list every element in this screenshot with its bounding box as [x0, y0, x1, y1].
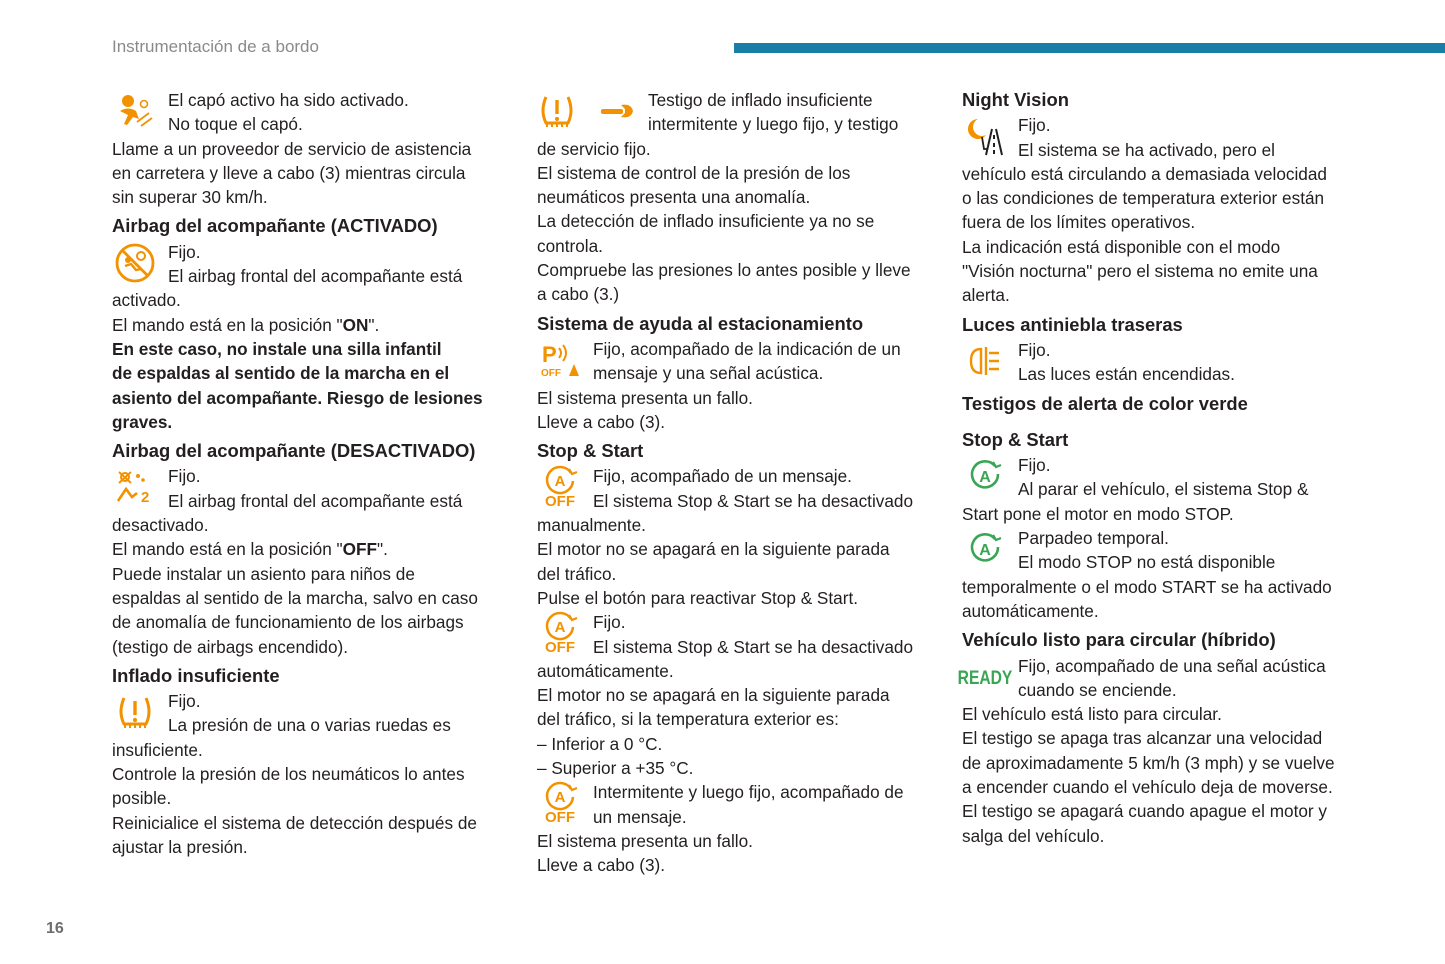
text-line: vehículo está circulando a demasiada velocidad: [962, 163, 1327, 184]
svg-text:A: A: [979, 469, 991, 487]
text-line: El motor no se apagará en la siguiente parada: [537, 685, 890, 706]
svg-text:P: P: [542, 341, 557, 367]
column-3: [957, 88, 1362, 848]
text-line: Fijo.: [593, 612, 626, 633]
text-line: manualmente.: [537, 515, 646, 536]
text-line: La indicación está disponible con el modo: [962, 236, 1281, 257]
stop-start-manual-off: [537, 464, 937, 513]
text-line: Fijo.: [1018, 455, 1051, 476]
text-fragment: El mando está en la posición ": [112, 314, 343, 335]
text-line: Fijo.: [1018, 115, 1051, 136]
svg-text:OFF: OFF: [541, 367, 561, 379]
page-number: 16: [46, 920, 64, 937]
tpms-service-icons: [537, 89, 637, 133]
text-line: o las condiciones de temperatura exterior están: [962, 188, 1325, 209]
text-line: El vehículo está listo para circular.: [962, 704, 1222, 725]
tyre-pressure-icon: [543, 97, 571, 127]
text-line: mensaje y una señal acústica.: [593, 363, 824, 384]
text-line: posible.: [112, 788, 172, 809]
text-line: salga del vehículo.: [962, 825, 1105, 846]
night-vision-icon: [962, 114, 1008, 158]
stop-start-auto-off: [537, 610, 937, 659]
airbag-activated-icon: [112, 241, 158, 285]
ready-heading: Vehículo listo para circular (híbrido): [962, 629, 1276, 651]
stop-start-blinking: [962, 526, 1362, 575]
warning-text: de espaldas al sentido de la marcha en el: [112, 363, 450, 384]
text-line: un mensaje.: [593, 806, 687, 827]
airbag-off-warning: [112, 464, 512, 513]
text-line: El airbag frontal del acompañante está: [168, 266, 463, 287]
svg-text:2: 2: [141, 489, 150, 507]
section-header: Instrumentación de a bordo: [112, 37, 319, 56]
text-line: desactivado.: [112, 515, 209, 536]
text-line: El capó activo ha sido activado.: [168, 90, 409, 110]
svg-text:READY: READY: [957, 665, 1013, 688]
text-line: Fijo.: [168, 241, 201, 262]
list-item: – Inferior a 0 °C.: [537, 733, 663, 754]
text-line: Fijo, acompañado de un mensaje.: [593, 466, 852, 487]
text-line: de servicio fijo.: [537, 138, 651, 159]
text-line: Fijo, acompañado de la indicación de un: [593, 338, 901, 359]
text-line: Reinicialice el sistema de detección después de: [112, 812, 477, 833]
tpms-fault-warning: [537, 88, 937, 137]
text-line: Llame a un proveedor de servicio de asistencia: [112, 138, 472, 159]
text-line: El sistema Stop & Start se ha desactivado: [593, 490, 914, 511]
svg-text:OFF: OFF: [545, 493, 575, 511]
text-line: Controle la presión de los neumáticos lo antes: [112, 764, 465, 785]
tyre-pressure-icon: [112, 690, 158, 734]
text-line: El motor no se apagará en la siguiente parada: [537, 539, 890, 560]
airbag-on-heading: Airbag del acompañante (ACTIVADO): [112, 215, 438, 237]
text-line: El sistema se ha activado, pero el: [1018, 139, 1275, 160]
active-hood-warning: [112, 88, 512, 137]
stop-start-active-icon: [962, 527, 1008, 571]
text-line: en carretera y lleve a cabo (3) mientras circula: [112, 162, 466, 183]
svg-text:OFF: OFF: [545, 809, 575, 827]
position-value: ON: [342, 314, 369, 335]
night-vision-heading: Night Vision: [962, 89, 1069, 110]
text-line: Parpadeo temporal.: [1018, 528, 1169, 549]
rear-fog-light-icon: [962, 339, 1008, 383]
airbag-on-position: [112, 313, 512, 337]
text-line: controla.: [537, 235, 603, 256]
text-line: Las luces están encendidas.: [1018, 364, 1235, 385]
active-hood-pedestrian-icon: [112, 89, 158, 133]
stop-start-off-icon: [537, 611, 583, 655]
stop-start-heading: Stop & Start: [537, 440, 644, 462]
text-line: "Visión nocturna" pero el sistema no emite una: [962, 261, 1318, 282]
text-line: Fijo.: [168, 691, 201, 712]
text-line: El sistema presenta un fallo.: [537, 830, 753, 851]
text-line: Intermitente y luego fijo, acompañado de: [593, 782, 904, 803]
text-line: automáticamente.: [962, 600, 1099, 621]
position-value: OFF: [342, 539, 378, 560]
column-2: [537, 88, 937, 878]
night-vision-warning: [962, 113, 1362, 162]
warning-text: asiento del acompañante. Riesgo de lesiones: [112, 387, 483, 408]
svg-text:A: A: [979, 542, 991, 560]
text-line: El airbag frontal del acompañante está: [168, 490, 463, 511]
stop-start-active-icon: [962, 454, 1008, 498]
wrench-icon: [601, 105, 633, 118]
text-line: espaldas al sentido de la marcha, salvo en caso: [112, 587, 478, 608]
text-line: Testigo de inflado insuficiente: [648, 90, 873, 110]
rear-fog-heading: Luces antiniebla traseras: [962, 313, 1183, 335]
text-line: de anomalía de funcionamiento de los airbags: [112, 612, 464, 633]
text-line: No toque el capó.: [168, 114, 303, 135]
parking-assist-warning: [537, 337, 937, 386]
text-fragment: ".: [368, 314, 380, 335]
text-line: Puede instalar un asiento para niños de: [112, 563, 415, 584]
airbag-off-heading: Airbag del acompañante (DESACTIVADO): [112, 440, 476, 462]
text-line: Start pone el motor en modo STOP.: [962, 503, 1234, 524]
header-accent-bar: [734, 43, 1445, 53]
text-line: a encender cuando el vehículo deja de moverse.: [962, 777, 1333, 798]
stop-start-active: [962, 453, 1362, 502]
svg-text:A: A: [554, 619, 566, 637]
stop-start-off-icon: [537, 781, 583, 825]
airbag-on-warning: [112, 240, 512, 289]
text-line: automáticamente.: [537, 660, 674, 681]
text-line: Al parar el vehículo, el sistema Stop &: [1018, 479, 1309, 500]
text-line: activado.: [112, 290, 181, 311]
text-line: El testigo se apaga tras alcanzar una velocidad: [962, 728, 1323, 749]
text-line: Lleve a cabo (3).: [537, 411, 666, 432]
text-line: de aproximadamente 5 km/h (3 mph) y se vuelve: [962, 752, 1335, 773]
text-line: insuficiente.: [112, 739, 203, 760]
warning-text: En este caso, no instale una silla infantil: [112, 338, 442, 359]
text-line: Fijo, acompañado de una señal acústica: [1018, 655, 1326, 676]
text-line: Fijo.: [168, 466, 201, 487]
text-line: (testigo de airbags encendido).: [112, 636, 349, 657]
text-line: del tráfico, si la temperatura exterior es:: [537, 709, 839, 730]
text-line: ajustar la presión.: [112, 836, 248, 857]
text-line: del tráfico.: [537, 563, 617, 584]
list-item: – Superior a +35 °C.: [537, 758, 694, 779]
text-fragment: El mando está en la posición ": [112, 539, 343, 560]
text-line: El testigo se apagará cuando apague el motor y: [962, 801, 1327, 822]
svg-text:OFF: OFF: [545, 639, 575, 657]
ready-indicator: [957, 654, 1362, 703]
text-line: Lleve a cabo (3).: [537, 855, 666, 876]
text-line: intermitente y luego fijo, y testigo: [648, 114, 899, 135]
ready-icon: [957, 655, 1013, 699]
parking-sensor-off-icon: [537, 338, 583, 382]
airbag-deactivated-icon: [112, 465, 158, 509]
text-line: La presión de una o varias ruedas es: [168, 715, 451, 736]
svg-text:A: A: [554, 789, 566, 807]
column-1: [112, 88, 512, 859]
stop-start-off-icon: [537, 465, 583, 509]
text-line: La detección de inflado insuficiente ya no se: [537, 211, 875, 232]
text-line: El modo STOP no está disponible: [1018, 552, 1276, 573]
text-line: fuera de los límites operativos.: [962, 212, 1196, 233]
green-warnings-heading: Testigos de alerta de color verde: [962, 392, 1248, 414]
text-line: neumáticos presenta una anomalía.: [537, 187, 811, 208]
text-line: Fijo.: [1018, 339, 1051, 360]
text-line: El sistema de control de la presión de los: [537, 162, 851, 183]
text-line: temporalmente o el modo START se ha activado: [962, 576, 1332, 597]
text-line: sin superar 30 km/h.: [112, 187, 268, 208]
text-line: Compruebe las presiones lo antes posible y lleve: [537, 260, 911, 281]
tyre-pressure-warning: [112, 689, 512, 738]
text-line: alerta.: [962, 285, 1010, 306]
text-line: a cabo (3.): [537, 284, 620, 305]
text-line: cuando se enciende.: [1018, 679, 1177, 700]
text-line: El sistema presenta un fallo.: [537, 387, 753, 408]
rear-fog-indicator: [962, 338, 1362, 387]
parking-assist-heading: Sistema de ayuda al estacionamiento: [537, 312, 864, 334]
airbag-off-position: [112, 537, 512, 561]
stop-start-green-heading: Stop & Start: [962, 428, 1069, 450]
text-line: Pulse el botón para reactivar Stop & Start.: [537, 587, 859, 608]
svg-text:A: A: [554, 473, 566, 491]
stop-start-fault: [537, 780, 937, 829]
tyre-pressure-heading: Inflado insuficiente: [112, 664, 280, 686]
text-line: El sistema Stop & Start se ha desactivado: [593, 636, 914, 657]
warning-text: graves.: [112, 411, 173, 432]
text-fragment: ".: [377, 539, 388, 560]
